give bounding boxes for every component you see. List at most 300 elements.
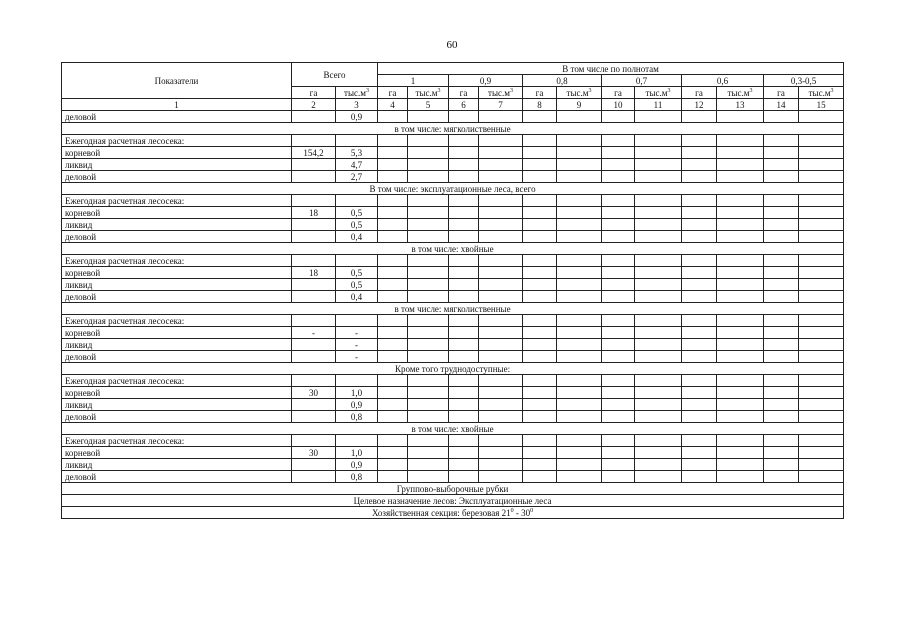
- table-row: [62, 459, 844, 471]
- total-volume-cell: 0,8: [336, 471, 378, 483]
- total-ha-cell: 18: [292, 207, 336, 219]
- density-cell: [799, 159, 844, 171]
- total-ha-cell: [292, 351, 336, 363]
- density-cell: [635, 255, 682, 267]
- section-row: [62, 303, 844, 315]
- density-cell: [682, 231, 717, 243]
- density-cell: [764, 111, 799, 123]
- density-cell: [449, 447, 479, 459]
- density-cell: [602, 171, 635, 183]
- total-ha-cell: 30: [292, 447, 336, 459]
- density-cell: [557, 315, 602, 327]
- density-cell: [408, 399, 449, 411]
- total-volume-cell: [336, 375, 378, 387]
- section-row: [62, 423, 844, 435]
- section-label: в том числе: хвойные: [62, 243, 844, 255]
- density-cell: [635, 411, 682, 423]
- density-cell: [717, 315, 764, 327]
- density-cell: [682, 111, 717, 123]
- density-cell: [408, 447, 449, 459]
- column-number: 11: [635, 99, 682, 111]
- row-label: корневой: [62, 147, 292, 159]
- density-cell: [479, 291, 523, 303]
- density-cell: [682, 207, 717, 219]
- section-label: в том числе: мягколиственные: [62, 303, 844, 315]
- total-volume-cell: -: [336, 351, 378, 363]
- total-ha-cell: [292, 255, 336, 267]
- density-cell: [479, 471, 523, 483]
- table-row: [62, 231, 844, 243]
- density-cell: [449, 375, 479, 387]
- density-cell: [378, 447, 408, 459]
- table-row: [62, 207, 844, 219]
- density-cell: [523, 207, 557, 219]
- row-label: ликвид: [62, 339, 292, 351]
- density-cell: [408, 159, 449, 171]
- density-cell: [557, 351, 602, 363]
- density-cell: [523, 135, 557, 147]
- table-row: [62, 255, 844, 267]
- density-cell: [764, 387, 799, 399]
- density-cell: [717, 195, 764, 207]
- total-ha-cell: [292, 435, 336, 447]
- density-cell: [408, 339, 449, 351]
- density-cell: [479, 159, 523, 171]
- density-cell: [635, 435, 682, 447]
- density-cell: [799, 135, 844, 147]
- density-cell: [717, 111, 764, 123]
- total-volume-cell: 0,4: [336, 231, 378, 243]
- density-cell: [449, 279, 479, 291]
- density-cell: [378, 159, 408, 171]
- total-volume-cell: 0,9: [336, 111, 378, 123]
- density-cell: [635, 171, 682, 183]
- density-cell: [717, 135, 764, 147]
- density-cell: [635, 147, 682, 159]
- density-cell: [682, 267, 717, 279]
- row-label: корневой: [62, 447, 292, 459]
- total-ha-cell: [292, 471, 336, 483]
- header-unit-ha: га: [523, 87, 557, 99]
- density-cell: [682, 459, 717, 471]
- total-ha-cell: 30: [292, 387, 336, 399]
- density-cell: [378, 135, 408, 147]
- total-ha-cell: [292, 195, 336, 207]
- density-cell: [799, 459, 844, 471]
- density-cell: [635, 339, 682, 351]
- density-cell: [557, 279, 602, 291]
- density-cell: [682, 351, 717, 363]
- density-cell: [799, 471, 844, 483]
- density-cell: [557, 255, 602, 267]
- density-cell: [799, 147, 844, 159]
- density-cell: [479, 111, 523, 123]
- density-cell: [799, 255, 844, 267]
- table-row: [62, 339, 844, 351]
- table-row: [62, 387, 844, 399]
- density-cell: [799, 387, 844, 399]
- density-cell: [602, 315, 635, 327]
- density-cell: [523, 351, 557, 363]
- total-ha-cell: -: [292, 327, 336, 339]
- density-cell: [479, 279, 523, 291]
- density-cell: [523, 171, 557, 183]
- section-row: [62, 363, 844, 375]
- density-cell: [799, 447, 844, 459]
- total-ha-cell: [292, 171, 336, 183]
- density-cell: [479, 375, 523, 387]
- density-cell: [523, 231, 557, 243]
- density-cell: [479, 195, 523, 207]
- density-cell: [764, 231, 799, 243]
- total-volume-cell: 4,7: [336, 159, 378, 171]
- density-cell: [717, 291, 764, 303]
- table-row: [62, 267, 844, 279]
- forest-cut-table: [61, 62, 844, 519]
- density-cell: [764, 135, 799, 147]
- row-label: деловой: [62, 171, 292, 183]
- density-cell: [557, 195, 602, 207]
- table-row: [62, 411, 844, 423]
- section-row: [62, 243, 844, 255]
- row-label: ликвид: [62, 159, 292, 171]
- density-cell: [557, 471, 602, 483]
- density-cell: [378, 375, 408, 387]
- density-cell: [408, 195, 449, 207]
- density-cell: [602, 471, 635, 483]
- density-cell: [408, 207, 449, 219]
- density-cell: [764, 339, 799, 351]
- table-row: [62, 171, 844, 183]
- density-cell: [557, 291, 602, 303]
- density-cell: [449, 459, 479, 471]
- density-cell: [764, 315, 799, 327]
- density-cell: [682, 159, 717, 171]
- total-volume-cell: 0,5: [336, 279, 378, 291]
- density-cell: [682, 279, 717, 291]
- row-label: деловой: [62, 291, 292, 303]
- footer-cut-type: Группово-выборочные рубки: [62, 483, 844, 495]
- header-density: 0,9: [449, 75, 523, 87]
- header-unit-ha: га: [682, 87, 717, 99]
- total-volume-cell: 0,4: [336, 291, 378, 303]
- density-cell: [378, 351, 408, 363]
- density-cell: [557, 411, 602, 423]
- density-cell: [717, 255, 764, 267]
- total-volume-cell: 0,9: [336, 399, 378, 411]
- density-cell: [635, 207, 682, 219]
- total-ha-cell: [292, 135, 336, 147]
- row-label: корневой: [62, 267, 292, 279]
- header-unit-ha: га: [378, 87, 408, 99]
- density-cell: [557, 447, 602, 459]
- density-cell: [408, 387, 449, 399]
- density-cell: [523, 255, 557, 267]
- density-cell: [523, 111, 557, 123]
- density-cell: [682, 315, 717, 327]
- density-cell: [557, 147, 602, 159]
- density-cell: [635, 291, 682, 303]
- density-cell: [479, 459, 523, 471]
- density-cell: [635, 315, 682, 327]
- density-cell: [602, 459, 635, 471]
- row-label: деловой: [62, 351, 292, 363]
- header-density: 0,3-0,5: [764, 75, 844, 87]
- density-cell: [449, 387, 479, 399]
- total-volume-cell: 2,7: [336, 171, 378, 183]
- density-cell: [764, 219, 799, 231]
- density-cell: [378, 255, 408, 267]
- section-row: [62, 183, 844, 195]
- density-cell: [449, 351, 479, 363]
- density-cell: [378, 339, 408, 351]
- header-unit-ha: га: [764, 87, 799, 99]
- density-cell: [523, 387, 557, 399]
- total-ha-cell: [292, 111, 336, 123]
- row-label: ликвид: [62, 219, 292, 231]
- density-cell: [523, 411, 557, 423]
- table-row: [62, 147, 844, 159]
- density-cell: [602, 219, 635, 231]
- row-label: деловой: [62, 111, 292, 123]
- density-cell: [717, 387, 764, 399]
- density-cell: [764, 171, 799, 183]
- density-cell: [682, 195, 717, 207]
- total-volume-cell: 0,8: [336, 411, 378, 423]
- column-number: 4: [378, 99, 408, 111]
- density-cell: [408, 267, 449, 279]
- section-label: в том числе: хвойные: [62, 423, 844, 435]
- density-cell: [602, 267, 635, 279]
- total-volume-cell: [336, 135, 378, 147]
- density-cell: [378, 219, 408, 231]
- section-label: Кроме того труднодоступные:: [62, 363, 844, 375]
- density-cell: [602, 411, 635, 423]
- density-cell: [449, 327, 479, 339]
- column-number-row: [62, 99, 844, 111]
- density-cell: [682, 219, 717, 231]
- density-cell: [717, 231, 764, 243]
- header-unit-volume: $тыс.м^3$: [557, 87, 602, 99]
- density-cell: [717, 219, 764, 231]
- density-cell: [799, 207, 844, 219]
- density-cell: [764, 291, 799, 303]
- density-cell: [717, 339, 764, 351]
- density-cell: [799, 111, 844, 123]
- density-cell: [479, 231, 523, 243]
- density-cell: [764, 435, 799, 447]
- total-volume-cell: [336, 195, 378, 207]
- density-cell: [682, 411, 717, 423]
- row-label: Ежегодная расчетная лесосека:: [62, 135, 292, 147]
- density-cell: [408, 291, 449, 303]
- total-volume-cell: [336, 255, 378, 267]
- header-unit-ha: га: [449, 87, 479, 99]
- total-ha-cell: 18: [292, 267, 336, 279]
- total-volume-cell: 5,3: [336, 147, 378, 159]
- density-cell: [799, 327, 844, 339]
- density-cell: [408, 327, 449, 339]
- density-cell: [378, 411, 408, 423]
- density-cell: [799, 279, 844, 291]
- density-cell: [479, 171, 523, 183]
- density-cell: [557, 327, 602, 339]
- density-cell: [408, 315, 449, 327]
- total-volume-cell: 0,5: [336, 219, 378, 231]
- density-cell: [764, 459, 799, 471]
- density-cell: [557, 387, 602, 399]
- row-label: ликвид: [62, 279, 292, 291]
- density-cell: [449, 231, 479, 243]
- density-cell: [408, 147, 449, 159]
- density-cell: [682, 255, 717, 267]
- density-cell: [408, 375, 449, 387]
- density-cell: [799, 219, 844, 231]
- table-row: [62, 315, 844, 327]
- density-cell: [635, 387, 682, 399]
- density-cell: [717, 159, 764, 171]
- section-label: в том числе: мягколиственные: [62, 123, 844, 135]
- row-label: Ежегодная расчетная лесосека:: [62, 375, 292, 387]
- row-label: Ежегодная расчетная лесосека:: [62, 315, 292, 327]
- density-cell: [764, 471, 799, 483]
- density-cell: [523, 291, 557, 303]
- density-cell: [682, 171, 717, 183]
- total-volume-cell: -: [336, 339, 378, 351]
- density-cell: [479, 399, 523, 411]
- column-number: 15: [799, 99, 844, 111]
- column-number: 7: [479, 99, 523, 111]
- density-cell: [717, 411, 764, 423]
- density-cell: [449, 255, 479, 267]
- row-label: корневой: [62, 207, 292, 219]
- header-unit-volume: $тыс.м^3$: [336, 87, 378, 99]
- density-cell: [378, 195, 408, 207]
- density-cell: [479, 255, 523, 267]
- column-number: 2: [292, 99, 336, 111]
- density-cell: [764, 147, 799, 159]
- density-cell: [764, 411, 799, 423]
- density-cell: [557, 399, 602, 411]
- density-cell: [479, 387, 523, 399]
- total-ha-cell: [292, 315, 336, 327]
- density-cell: [602, 147, 635, 159]
- density-cell: [523, 195, 557, 207]
- row-label: деловой: [62, 231, 292, 243]
- density-cell: [378, 147, 408, 159]
- density-cell: [764, 279, 799, 291]
- table-row: [62, 447, 844, 459]
- density-cell: [682, 387, 717, 399]
- density-cell: [378, 471, 408, 483]
- density-cell: [449, 267, 479, 279]
- density-cell: [602, 435, 635, 447]
- density-cell: [799, 267, 844, 279]
- density-cell: [449, 291, 479, 303]
- table-row: [62, 351, 844, 363]
- density-cell: [479, 219, 523, 231]
- density-cell: [408, 435, 449, 447]
- header-unit-volume: $тыс.м^3$: [799, 87, 844, 99]
- total-volume-cell: 1,0: [336, 447, 378, 459]
- density-cell: [378, 399, 408, 411]
- column-number: 10: [602, 99, 635, 111]
- table-header: [62, 63, 844, 111]
- header-indicators: Показатели: [62, 63, 292, 99]
- density-cell: [479, 411, 523, 423]
- density-cell: [764, 327, 799, 339]
- density-cell: [635, 279, 682, 291]
- total-volume-cell: 1,0: [336, 387, 378, 399]
- density-cell: [449, 399, 479, 411]
- density-cell: [602, 375, 635, 387]
- density-cell: [682, 339, 717, 351]
- total-volume-cell: 0,5: [336, 207, 378, 219]
- density-cell: [799, 351, 844, 363]
- header-unit-ha: га: [602, 87, 635, 99]
- table-footer: [62, 483, 844, 519]
- density-cell: [635, 219, 682, 231]
- density-cell: [602, 399, 635, 411]
- table-row: [62, 195, 844, 207]
- density-cell: [449, 147, 479, 159]
- density-cell: [764, 447, 799, 459]
- header-unit-volume: $тыс.м^3$: [479, 87, 523, 99]
- column-number: 1: [62, 99, 292, 111]
- density-cell: [717, 147, 764, 159]
- density-cell: [557, 459, 602, 471]
- density-cell: [479, 447, 523, 459]
- density-cell: [682, 327, 717, 339]
- total-volume-cell: [336, 315, 378, 327]
- density-cell: [378, 435, 408, 447]
- density-cell: [764, 207, 799, 219]
- density-cell: [557, 435, 602, 447]
- page-number: 60: [446, 39, 458, 51]
- density-cell: [378, 171, 408, 183]
- density-cell: [523, 327, 557, 339]
- density-cell: [408, 351, 449, 363]
- density-cell: [602, 135, 635, 147]
- table-row: [62, 135, 844, 147]
- total-ha-cell: [292, 375, 336, 387]
- density-cell: [408, 471, 449, 483]
- total-ha-cell: [292, 339, 336, 351]
- density-cell: [479, 267, 523, 279]
- density-cell: [479, 339, 523, 351]
- row-label: Ежегодная расчетная лесосека:: [62, 435, 292, 447]
- table-row: [62, 291, 844, 303]
- density-cell: [523, 315, 557, 327]
- density-cell: [602, 327, 635, 339]
- column-number: 14: [764, 99, 799, 111]
- total-ha-cell: [292, 291, 336, 303]
- density-cell: [408, 111, 449, 123]
- total-volume-cell: -: [336, 327, 378, 339]
- density-cell: [764, 399, 799, 411]
- density-cell: [717, 351, 764, 363]
- density-cell: [523, 219, 557, 231]
- row-label: Ежегодная расчетная лесосека:: [62, 195, 292, 207]
- density-cell: [378, 291, 408, 303]
- density-cell: [764, 375, 799, 387]
- density-cell: [635, 375, 682, 387]
- density-cell: [635, 231, 682, 243]
- header-density: 1: [378, 75, 449, 87]
- density-cell: [479, 435, 523, 447]
- density-cell: [449, 207, 479, 219]
- density-cell: [717, 267, 764, 279]
